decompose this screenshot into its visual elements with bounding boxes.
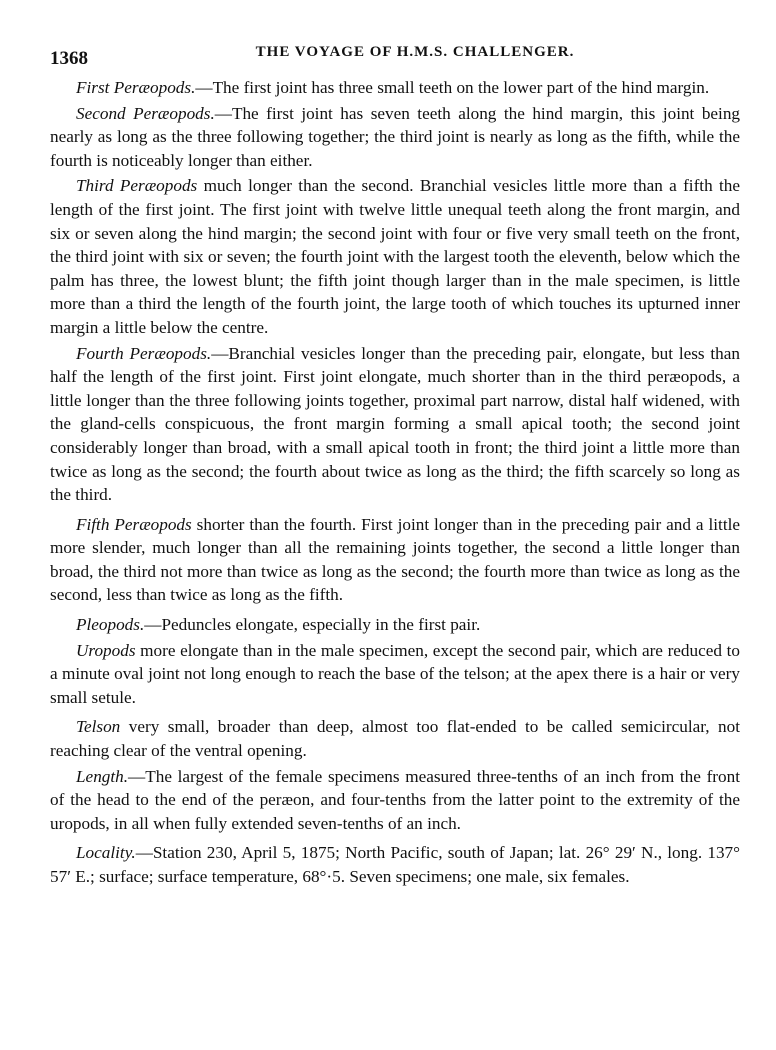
paragraph-telson: [50, 715, 740, 762]
paragraph-text: —The largest of the female specimens measured three-tenths of an inch from the front of the head to the end of the peræon, and four-tenths from the latter point to the extremity of the uropods, in all when fully extended seven-tenths of an inch.: [50, 766, 740, 833]
paragraph-fourth-peraeopods: [50, 342, 740, 507]
running-title: THE VOYAGE OF H.M.S. CHALLENGER.: [255, 44, 575, 60]
paragraph-text: —Station 230, April 5, 1875; North Pacific, south of Japan; lat. 26° 29′ N., long. 137° 57′ E.; surface; surface temperature, 68°·5. Seven specimens; one male, six females.: [50, 843, 740, 886]
paragraph-label: Locality.: [76, 843, 136, 863]
paragraph-label: Length.: [76, 766, 129, 786]
paragraph-text: —The first joint has seven teeth along the hind margin, this joint being nearly as long as the three following together; the third joint is nearly as long as the fifth, while the fourth is noticeably longer than either.: [50, 103, 741, 170]
paragraph-label: Fifth Peræopods: [76, 514, 192, 534]
paragraph-label: Uropods: [76, 640, 136, 660]
paragraph-text: —The first joint has three small teeth on the lower part of the hind margin.: [195, 78, 710, 97]
document-page: [50, 42, 740, 891]
body-text: [50, 76, 740, 889]
paragraph-text: —Peduncles elongate, especially in the first pair.: [144, 615, 481, 635]
paragraph-label: Third Peræopods: [76, 176, 198, 196]
paragraph-label: Pleopods.: [76, 615, 145, 635]
paragraph-text: more elongate than in the male specimen, except the second pair, which are reduced to a minute oval joint not long enough to reach the base of the telson; at the apex there is a hair or very small setule.: [50, 640, 740, 707]
paragraph-text: —Branchial vesicles longer than the preceding pair, elongate, but less than half the length of the first joint. First joint elongate, much shorter than in the third peræopods, a little longer than the three following joints together, proximal part narrow, distal half widened, with the gland-cells conspicuous, the front margin forming a small apical tooth; the second joint considerably longer than broad, with a small apical tooth in front; the third joint a little more than twice as long as the second; the fourth about twice as long as the third; the fifth scarcely so long as the third.: [50, 343, 740, 505]
paragraph-label: Fourth Peræopods.: [76, 343, 212, 363]
page-number: 1368: [50, 48, 88, 69]
paragraph-uropods: [50, 639, 740, 710]
paragraph-third-peraeopods: [50, 174, 740, 339]
paragraph-second-peraeopods: [50, 102, 740, 173]
page-header: [50, 42, 740, 76]
paragraph-label: Second Peræopods.: [76, 103, 215, 123]
paragraph-label: First Peræopods.: [76, 78, 196, 97]
paragraph-fifth-peraeopods: [50, 513, 740, 607]
paragraph-length: [50, 765, 740, 836]
paragraph-label: Telson: [76, 717, 121, 737]
paragraph-pleopods: [50, 613, 740, 637]
paragraph-locality: [50, 841, 740, 888]
paragraph-text: very small, broader than deep, almost too flat-ended to be called semicircular, not reaching clear of the ventral opening.: [50, 717, 740, 761]
paragraph-text: shorter than the fourth. First joint longer than in the preceding pair and a little more slender, much longer than all the remaining joints together, the second a little longer than broad, the third not more than twice as long as the second; the fourth more than twice as long as the second, less than twice as long as the fifth.: [50, 514, 740, 605]
paragraph-text: much longer than the second. Branchial vesicles little more than a fifth the length of the first joint. The first joint with twelve little unequal teeth along the front margin, and six or seven along the hind margin; the second joint with four or five very small teeth on the front, the third joint with six or seven; the fourth joint with the largest tooth the eleventh, below which the palm has three, the lowest blunt; the fifth joint though larger than in the male specimen, is little more than a third the length of the fourth joint, the large tooth of which touches its upturned inner margin a little below the centre.: [50, 176, 740, 337]
paragraph-first-peraeopods: [50, 76, 740, 100]
